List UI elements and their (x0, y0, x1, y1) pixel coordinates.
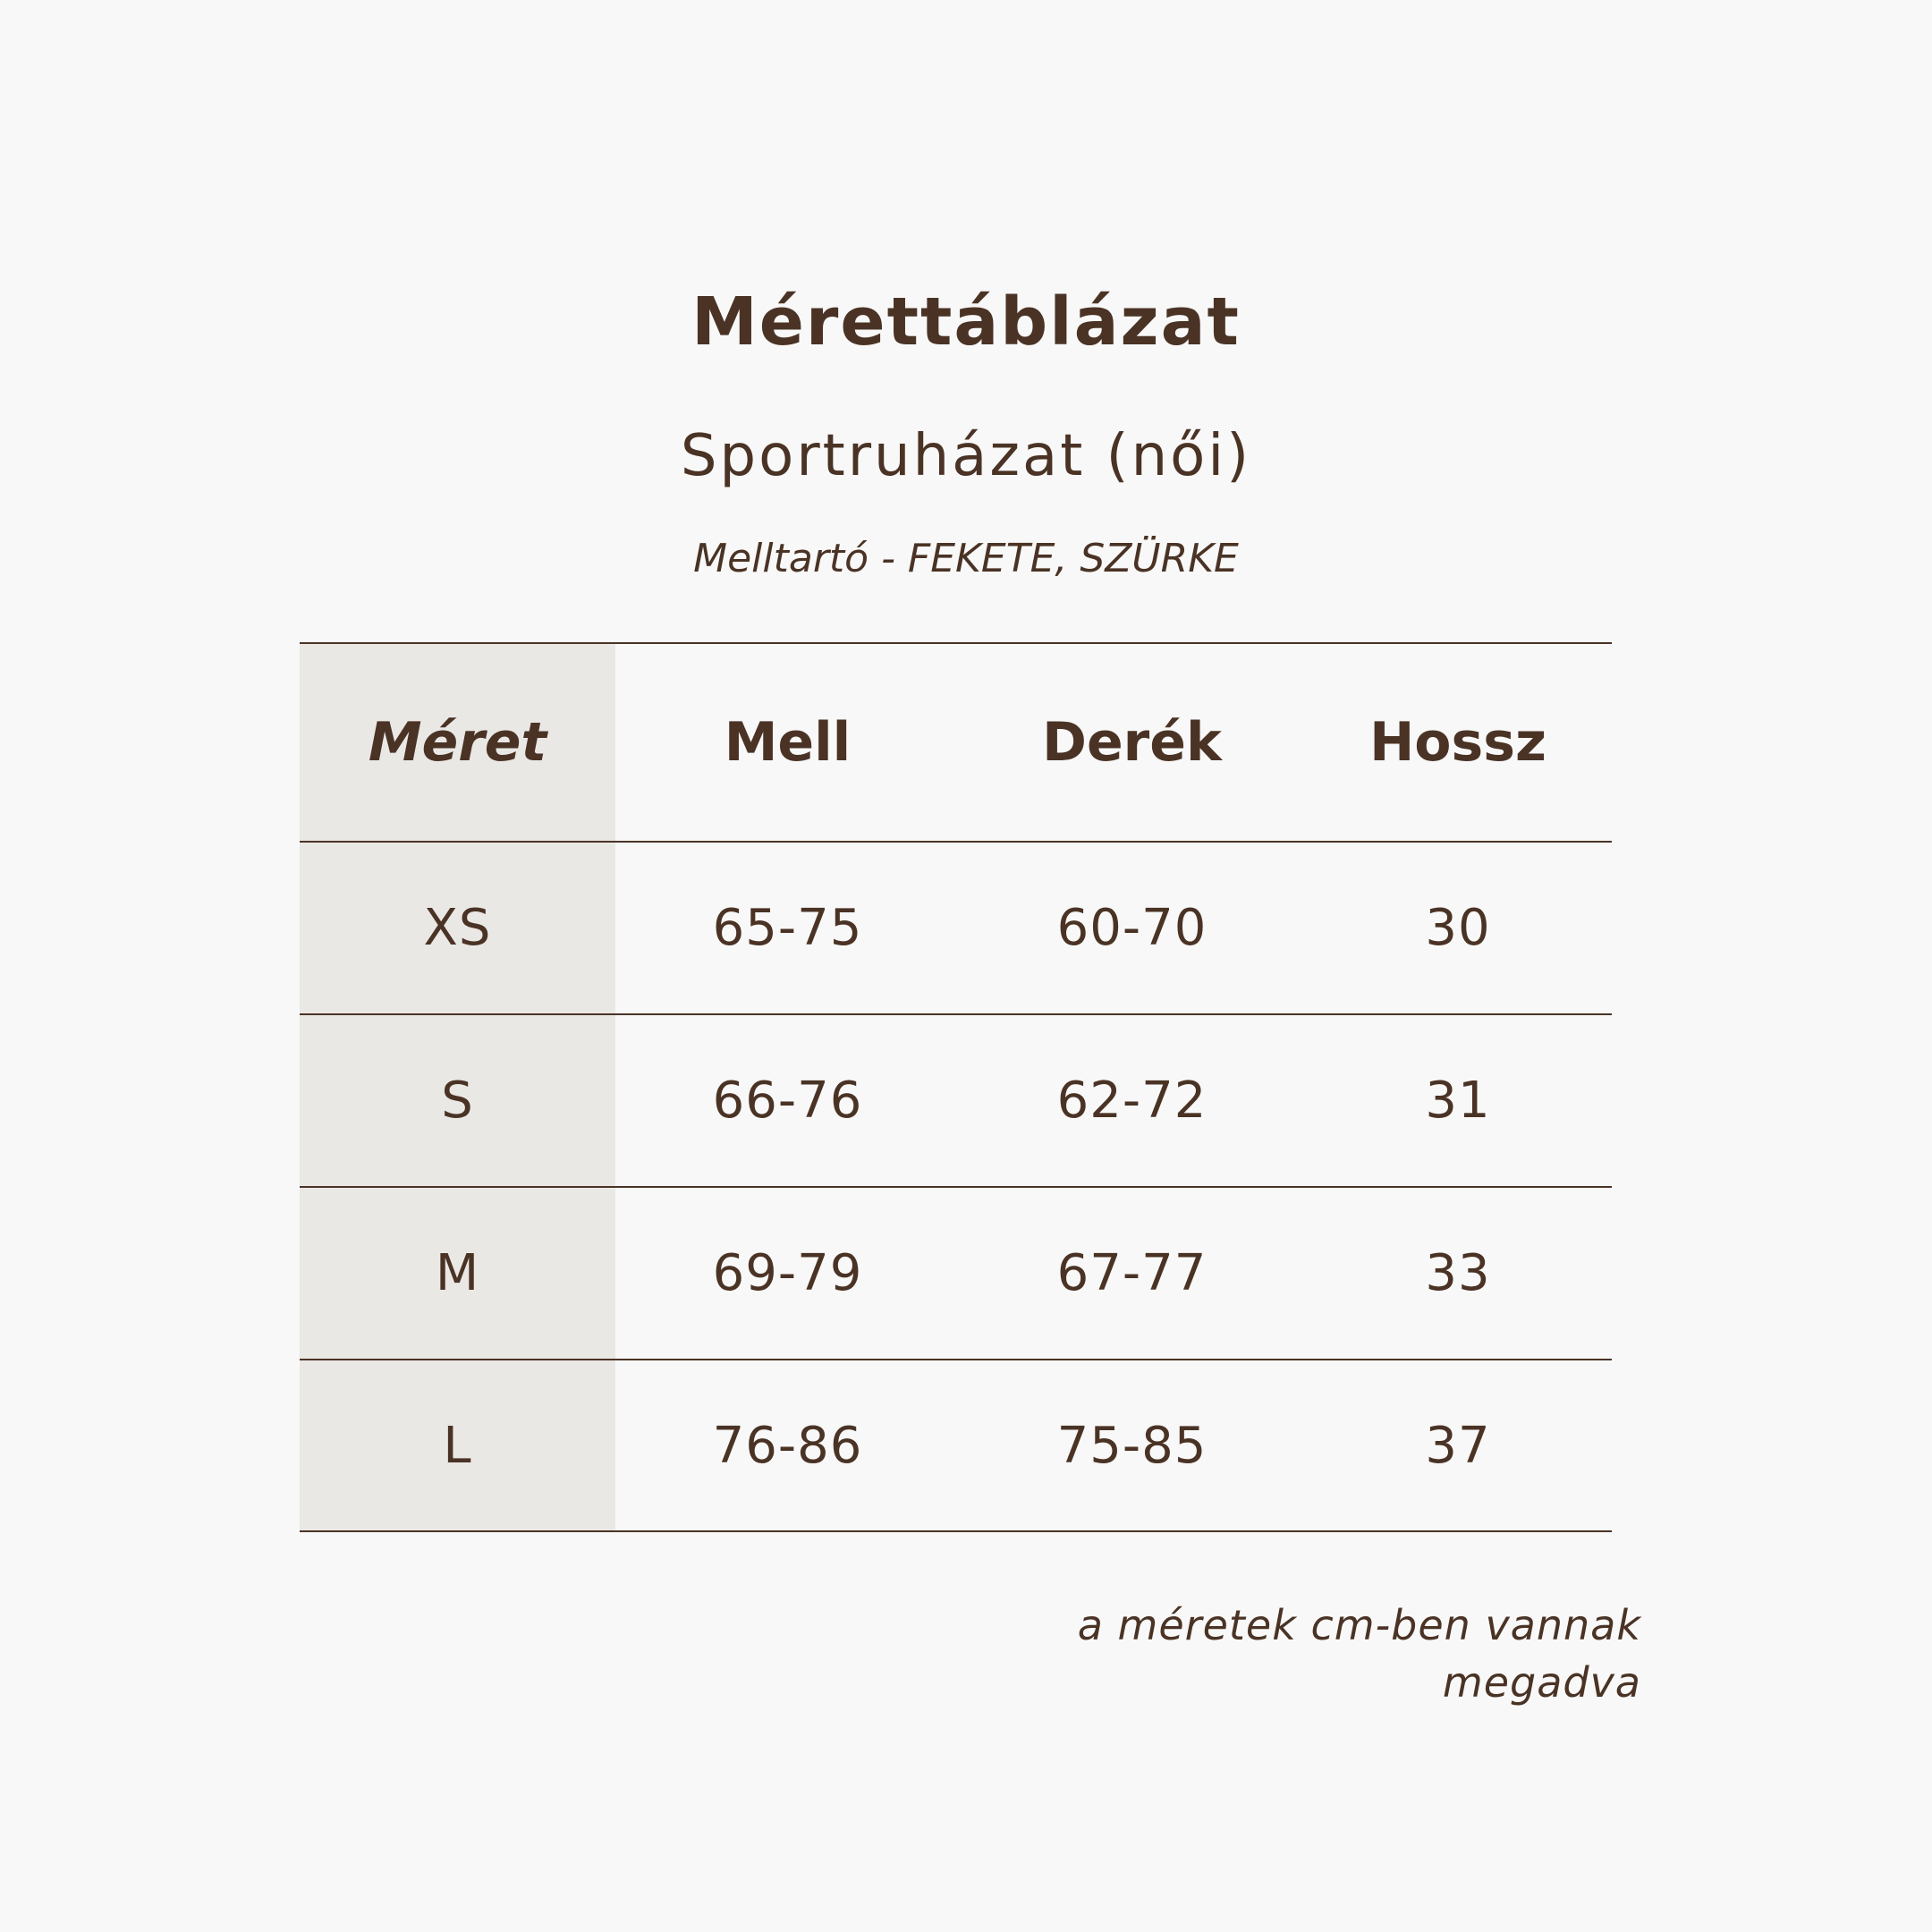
page-title: Mérettáblázat (691, 284, 1241, 360)
waist-cell: 67-77 (1056, 1244, 1208, 1302)
chest-cell: 69-79 (712, 1244, 863, 1302)
waist-cell: 60-70 (1056, 899, 1208, 957)
page-subtitle: Sportruházat (női) (680, 423, 1252, 489)
chest-cell: 76-86 (712, 1416, 863, 1475)
table-header-row (300, 644, 1612, 841)
table-row (300, 1360, 1612, 1530)
length-cell: 31 (1425, 1072, 1491, 1130)
waist-cell: 75-85 (1056, 1416, 1208, 1475)
length-cell: 37 (1425, 1416, 1491, 1475)
table-row (300, 1015, 1612, 1186)
header-chest: Mell (724, 711, 852, 774)
size-cell: XS (423, 899, 492, 957)
size-cell: M (435, 1244, 480, 1302)
units-note: a méretek cm-ben vannak megadva (1077, 1601, 1641, 1707)
length-cell: 30 (1425, 899, 1491, 957)
table-row (300, 1188, 1612, 1359)
waist-cell: 62-72 (1056, 1072, 1208, 1130)
table-divider (300, 1530, 1612, 1532)
chest-cell: 65-75 (712, 899, 863, 957)
header-waist: Derék (1042, 711, 1222, 774)
header-length: Hossz (1369, 711, 1546, 774)
size-table (300, 642, 1612, 1532)
size-cell: L (443, 1416, 472, 1475)
chest-cell: 66-76 (712, 1072, 863, 1130)
product-caption: Melltartó - FEKETE, SZÜRKE (693, 536, 1239, 581)
length-cell: 33 (1425, 1244, 1491, 1302)
size-cell: S (441, 1072, 474, 1130)
table-row (300, 843, 1612, 1013)
header-size: Méret (368, 711, 547, 774)
